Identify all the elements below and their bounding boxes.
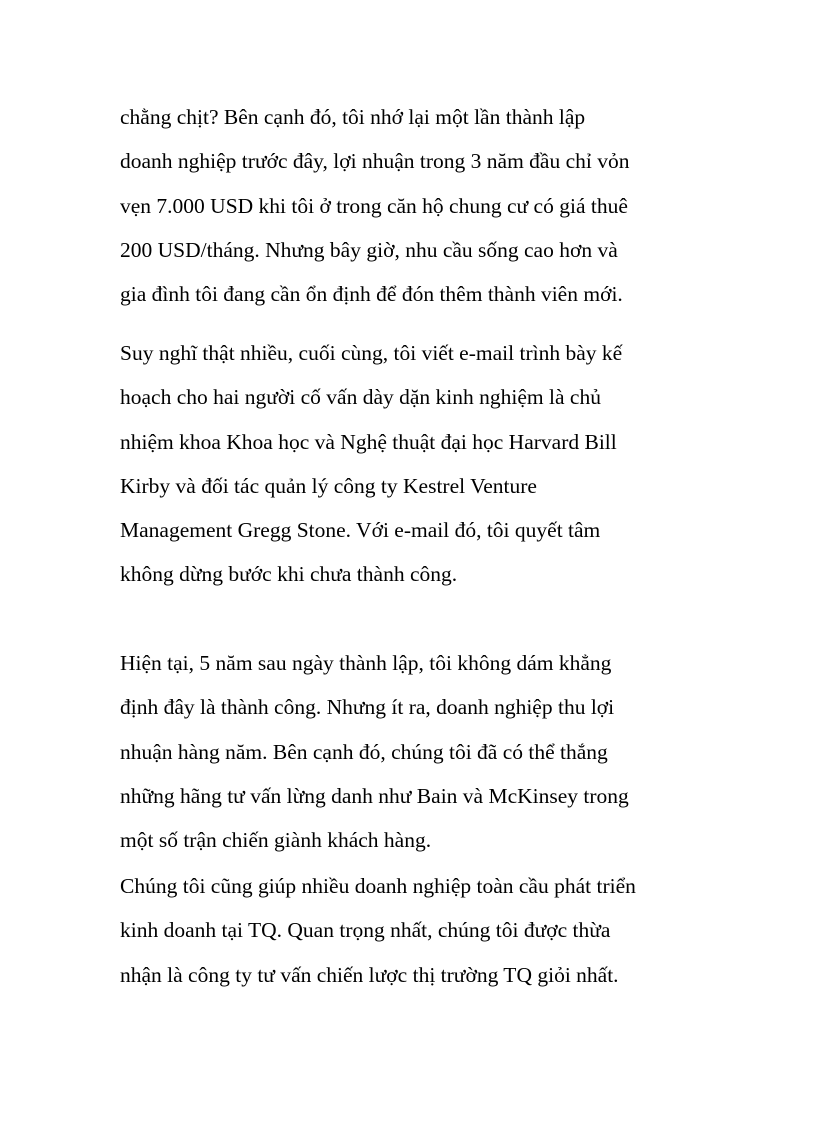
text-line: Kirby và đối tác quản lý công ty Kestrel Venture xyxy=(120,473,537,498)
paragraph-2 xyxy=(120,331,720,597)
text-line: nhuận hàng năm. Bên cạnh đó, chúng tôi đã có thể thắng xyxy=(120,739,608,764)
text-line: hoạch cho hai người cố vấn dày dặn kinh nghiệm là chủ xyxy=(120,385,601,410)
paragraph-4 xyxy=(120,864,720,997)
paragraph-1 xyxy=(120,95,720,316)
text-line: Suy nghĩ thật nhiều, cuối cùng, tôi viết e-mail trình bày kế xyxy=(120,341,623,365)
paragraph-3 xyxy=(120,641,720,862)
text-line: định đây là thành công. Nhưng ít ra, doanh nghiệp thu lợi xyxy=(120,695,615,720)
text-line: kinh doanh tại TQ. Quan trọng nhất, chúng tôi được thừa xyxy=(120,918,611,943)
text-line: nhiệm khoa Khoa học và Nghệ thuật đại học Harvard Bill xyxy=(120,429,617,454)
text-line: Management Gregg Stone. Với e-mail đó, tôi quyết tâm xyxy=(120,518,601,543)
text-line: những hãng tư vấn lừng danh như Bain và McKinsey trong xyxy=(120,783,629,808)
text-line: Hiện tại, 5 năm sau ngày thành lập, tôi không dám khẳng xyxy=(120,651,612,675)
text-line: chằng chịt? Bên cạnh đó, tôi nhớ lại một lần thành lập xyxy=(120,105,586,129)
text-line: một số trận chiến giành khách hàng. xyxy=(120,828,432,853)
text-line: vẹn 7.000 USD khi tôi ở trong căn hộ chung cư có giá thuê xyxy=(120,193,628,218)
text-line: doanh nghiệp trước đây, lợi nhuận trong 3 năm đầu chỉ vỏn xyxy=(120,149,630,174)
text-line: 200 USD/tháng. Nhưng bây giờ, nhu cầu sống cao hơn và xyxy=(120,237,618,262)
text-line: Chúng tôi cũng giúp nhiều doanh nghiệp toàn cầu phát triển xyxy=(120,874,636,898)
text-line: không dừng bước khi chưa thành công. xyxy=(120,562,458,587)
text-line: nhận là công ty tư vấn chiến lược thị trường TQ giỏi nhất. xyxy=(120,962,619,987)
text-line: gia đình tôi đang cần ổn định để đón thêm thành viên mới. xyxy=(120,282,623,307)
